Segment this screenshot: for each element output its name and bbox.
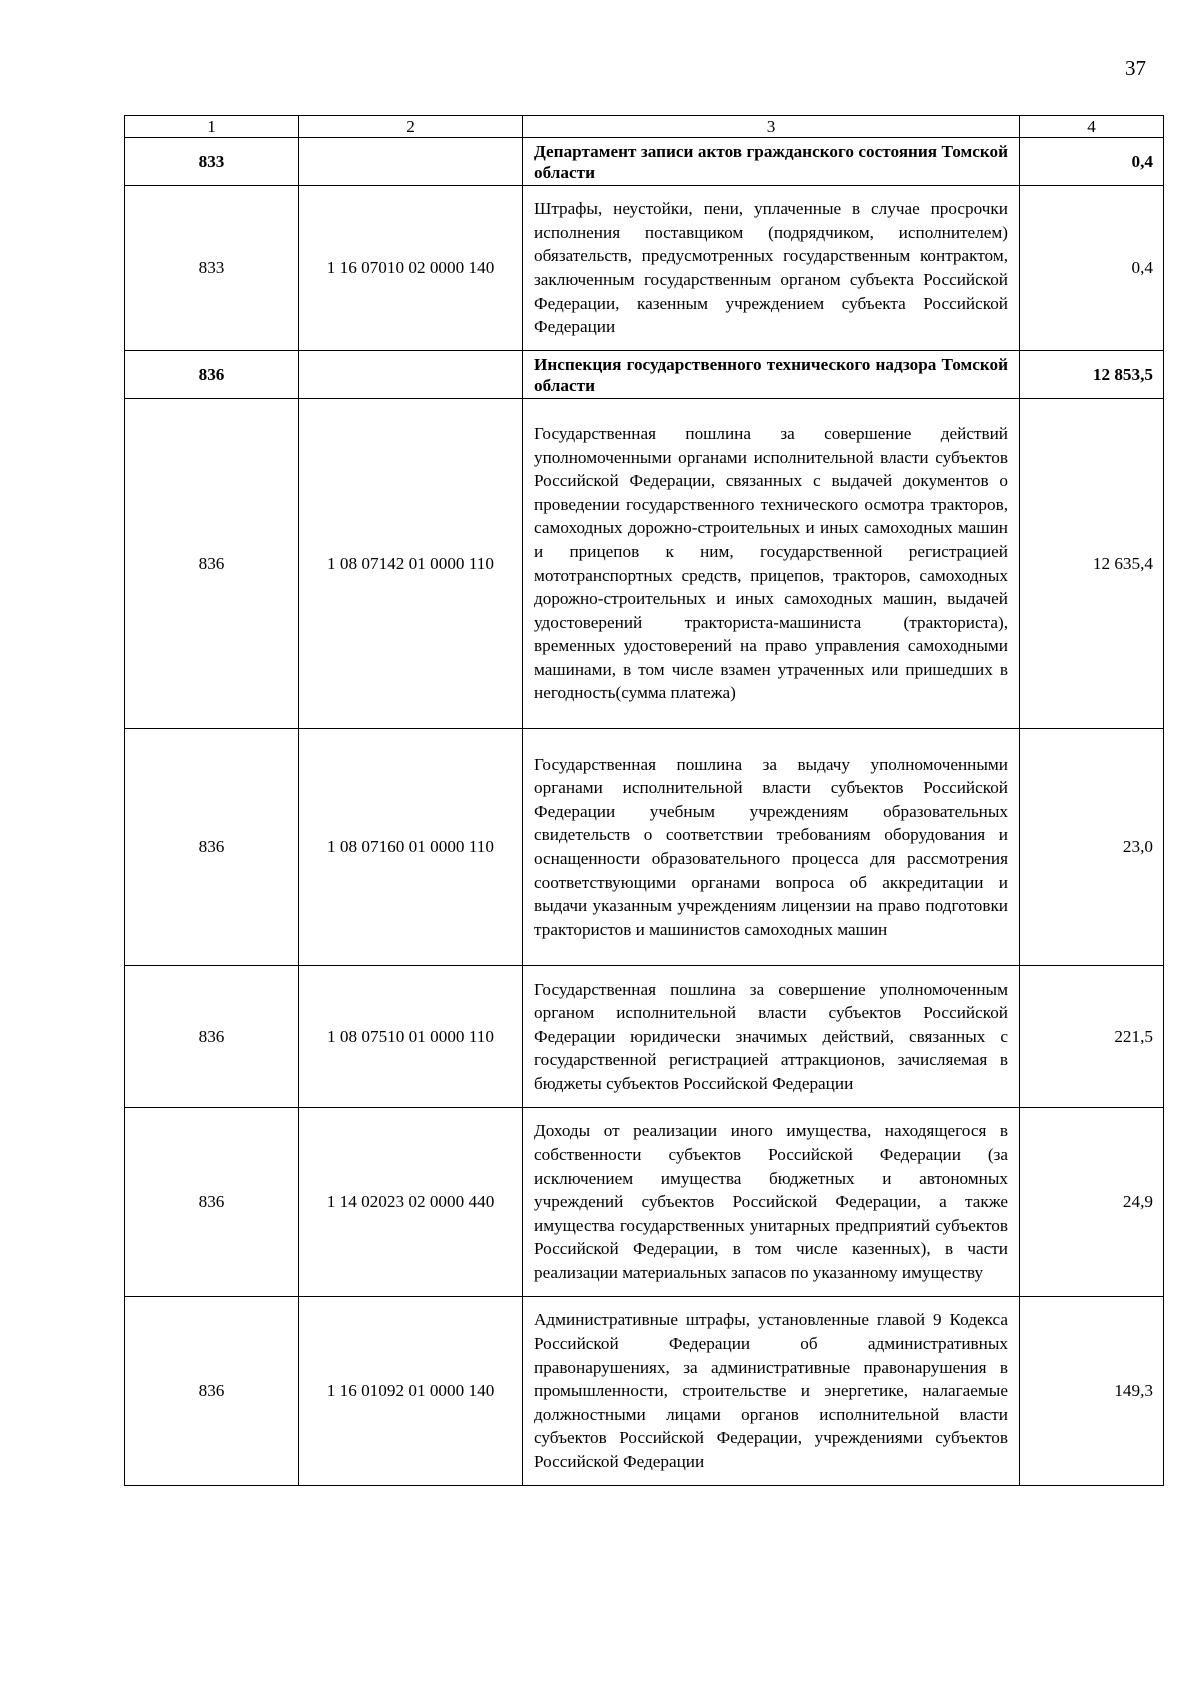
amount-cell: 12 853,5 <box>1020 351 1164 399</box>
amount-cell: 221,5 <box>1020 966 1164 1108</box>
table-row <box>125 186 1164 351</box>
revenue-table-container <box>124 115 1163 1486</box>
kbk-cell: 1 16 01092 01 0000 140 <box>299 1297 523 1486</box>
description-cell: Государственная пошлина за совершение действий уполномоченными органами исполнительной власти субъектов Российской Федерации, связанных с выдачей документов о проведении государственного технического осмотра тракторов, самоходных дорожно-строительных и иных самоходных машин и прицепов к ним, государственной регистрацией мототранспортных средств, прицепов, тракторов, самоходных дорожно-строительных и иных самоходных машин, выдачей удостоверений тракториста-машиниста (тракториста), временных удостоверений на право управления самоходными машинами, в том числе взамен утраченных или пришедших в негодность(сумма платежа) <box>523 399 1020 729</box>
amount-cell: 12 635,4 <box>1020 399 1164 729</box>
description-cell: Административные штрафы, установленные главой 9 Кодекса Российской Федерации об административных правонарушениях, за административные правонарушения в промышленности, строительстве и энергетике, налагаемые должностными лицами органов исполнительной власти субъектов Российской Федерации, учреждениями субъектов Российской Федерации <box>523 1297 1020 1486</box>
description-cell: Государственная пошлина за совершение уполномоченным органом исполнительной власти субъектов Российской Федерации юридически значимых действий, связанных с государственной регистрацией аттракционов, зачисляемая в бюджеты субъектов Российской Федерации <box>523 966 1020 1108</box>
table-row <box>125 966 1164 1108</box>
amount-cell: 23,0 <box>1020 729 1164 966</box>
admin-code-cell: 836 <box>125 351 299 399</box>
table-row-department <box>125 138 1164 186</box>
table-row-department <box>125 351 1164 399</box>
kbk-cell: 1 08 07142 01 0000 110 <box>299 399 523 729</box>
amount-cell: 0,4 <box>1020 138 1164 186</box>
kbk-cell <box>299 138 523 186</box>
table-row <box>125 729 1164 966</box>
header-col-4: 4 <box>1020 116 1164 138</box>
amount-cell: 24,9 <box>1020 1108 1164 1297</box>
kbk-cell: 1 08 07160 01 0000 110 <box>299 729 523 966</box>
kbk-cell: 1 14 02023 02 0000 440 <box>299 1108 523 1297</box>
amount-cell: 149,3 <box>1020 1297 1164 1486</box>
amount-cell: 0,4 <box>1020 186 1164 351</box>
description-cell: Инспекция государственного технического надзора Томской области <box>523 351 1020 399</box>
description-cell: Департамент записи актов гражданского состояния Томской области <box>523 138 1020 186</box>
kbk-cell: 1 08 07510 01 0000 110 <box>299 966 523 1108</box>
admin-code-cell: 836 <box>125 399 299 729</box>
header-col-1: 1 <box>125 116 299 138</box>
description-cell: Доходы от реализации иного имущества, находящегося в собственности субъектов Российской Федерации (за исключением имущества бюджетных и автономных учреждений субъектов Российской Федерации, а также имущества государственных унитарных предприятий субъектов Российской Федерации, в том числе казенных), в части реализации материальных запасов по указанному имуществу <box>523 1108 1020 1297</box>
admin-code-cell: 836 <box>125 729 299 966</box>
table-row <box>125 399 1164 729</box>
table-header-row <box>125 116 1164 138</box>
admin-code-cell: 836 <box>125 1108 299 1297</box>
admin-code-cell: 836 <box>125 1297 299 1486</box>
admin-code-cell: 833 <box>125 138 299 186</box>
table-row <box>125 1297 1164 1486</box>
admin-code-cell: 836 <box>125 966 299 1108</box>
description-cell: Государственная пошлина за выдачу уполномоченными органами исполнительной власти субъектов Российской Федерации учебным учреждениям образовательных свидетельств о соответствии требованиям оборудования и оснащенности образовательного процесса для рассмотрения соответствующими органами вопроса об аккредитации и выдачи указанным учреждениям лицензии на право подготовки трактористов и машинистов самоходных машин <box>523 729 1020 966</box>
admin-code-cell: 833 <box>125 186 299 351</box>
page-number: 37 <box>1125 56 1146 80</box>
table-row <box>125 1108 1164 1297</box>
description-cell: Штрафы, неустойки, пени, уплаченные в случае просрочки исполнения поставщиком (подрядчиком, исполнителем) обязательств, предусмотренных государственным контрактом, заключенным государственным органом субъекта Российской Федерации, казенным учреждением субъекта Российской Федерации <box>523 186 1020 351</box>
kbk-cell: 1 16 07010 02 0000 140 <box>299 186 523 351</box>
revenue-table <box>124 115 1164 1486</box>
kbk-cell <box>299 351 523 399</box>
header-col-3: 3 <box>523 116 1020 138</box>
header-col-2: 2 <box>299 116 523 138</box>
